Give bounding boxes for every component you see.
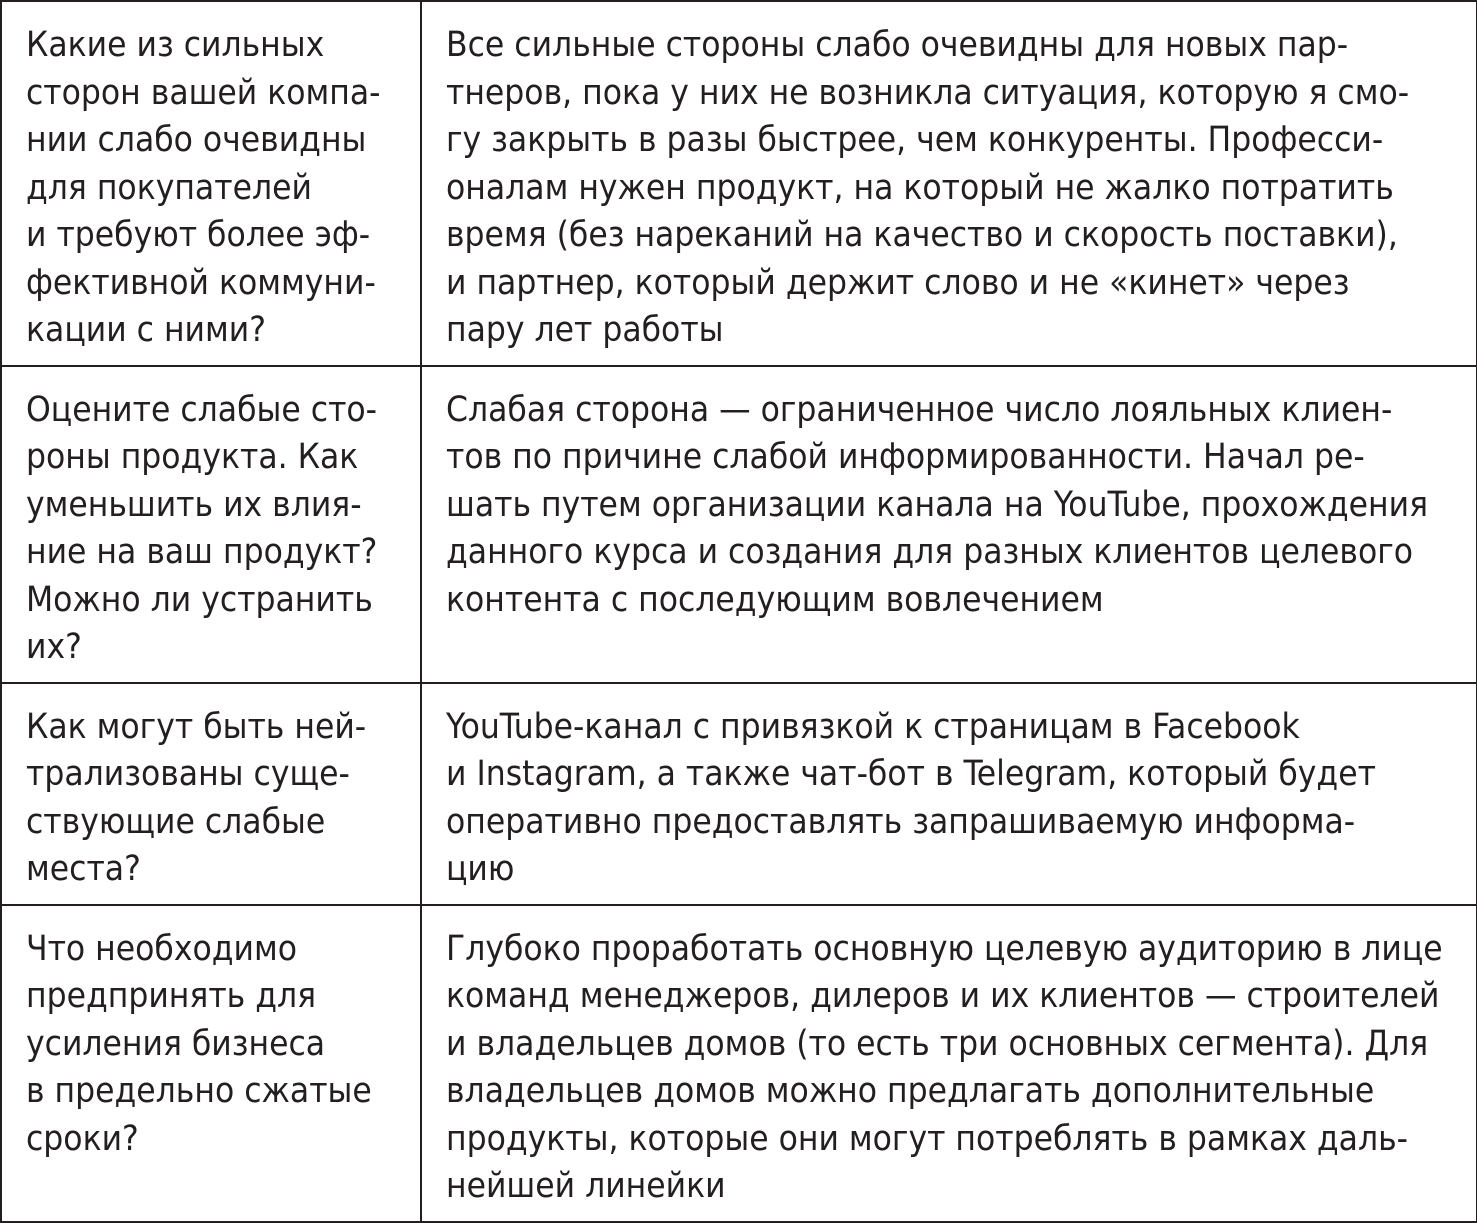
table-row xyxy=(1,683,1477,905)
table-row xyxy=(1,905,1477,1222)
answer-cell: Глубоко проработать основную целевую аудиторию в лице команд менеджеров, дилеров и их клиентов — строителей и владельцев домов (то есть три основных сегмента). Для владельцев домов можно предлагать дополнительные продукты, которые они могут потреблять в рамках даль- нейшей линейки xyxy=(421,905,1477,1222)
table-row xyxy=(1,1,1477,366)
question-cell: Как могут быть ней- трализованы суще- ствующие слабые места? xyxy=(1,683,421,905)
question-cell: Что необходимо предпринять для усиления бизнеса в предельно сжатые сроки? xyxy=(1,905,421,1222)
answer-cell: Все сильные стороны слабо очевидны для новых пар- тнеров, пока у них не возникла ситуация, которую я смо- гу закрыть в разы быстрее, чем конкуренты. Професси- оналам нужен продукт, на который не жалко потратить время (без нареканий на качество и скорость поставки), и партнер, который держит слово и не «кинет» через пару лет работы xyxy=(421,1,1477,366)
table-row xyxy=(1,366,1477,683)
answer-cell: Слабая сторона — ограниченное число лояльных клиен- тов по причине слабой информированности. Начал ре- шать путем организации канала на YouTube, прохождения данного курса и создания для разных клиентов целевого контента с последующим вовлечением xyxy=(421,366,1477,683)
answer-cell: YouTube-канал с привязкой к страницам в Facebook и Instagram, а также чат-бот в Telegram, который будет оперативно предоставлять запрашиваемую информа- цию xyxy=(421,683,1477,905)
question-cell: Оцените слабые сто- роны продукта. Как уменьшить их влия- ние на ваш продукт? Можно ли устранить их? xyxy=(1,366,421,683)
question-cell: Какие из сильных сторон вашей компа- нии слабо очевидны для покупателей и требуют более эф- фективной коммуни- кации с ними? xyxy=(1,1,421,366)
